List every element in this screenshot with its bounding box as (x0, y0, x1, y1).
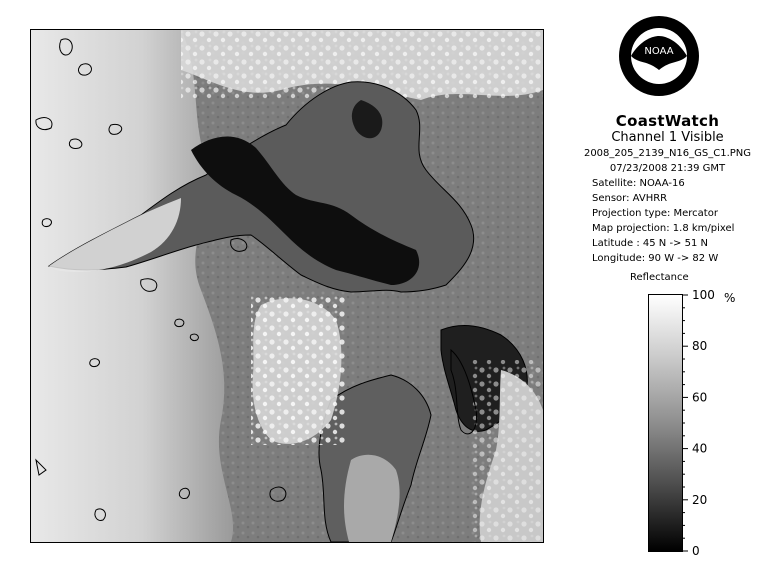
datetime: 07/23/2008 21:39 GMT (609, 163, 726, 174)
filename: 2008_205_2139_N16_GS_C1.PNG (583, 148, 752, 159)
projection-type-label: Projection type: Mercator (592, 208, 718, 219)
satellite-image (31, 30, 543, 542)
latitude-label: Latitude : 45 N -> 51 N (592, 238, 708, 249)
scale-tick-label-40: 40 (692, 441, 708, 456)
brand-title: CoastWatch (615, 112, 720, 130)
scale-unit: % (724, 291, 736, 305)
satellite-label: Satellite: NOAA-16 (592, 178, 685, 189)
info-panel (560, 112, 775, 266)
scale-title: Reflectance (630, 272, 689, 283)
product-title: Channel 1 Visible (611, 130, 724, 145)
scale-tick-label-60: 60 (692, 390, 708, 405)
reflectance-colorbar (648, 294, 683, 552)
scale-tick-label-20: 20 (692, 492, 708, 507)
satellite-map[interactable] (30, 29, 544, 543)
map-projection-label: Map projection: 1.8 km/pixel (592, 223, 735, 234)
noaa-logo (617, 14, 701, 98)
lake-michigan-light (344, 455, 400, 542)
sensor-label: Sensor: AVHRR (592, 193, 668, 204)
scale-tick-label-100: 100 (692, 290, 715, 302)
scale-tick-label-0: 0 (692, 544, 700, 558)
scale-tick-label-80: 80 (692, 339, 708, 354)
longitude-label: Longitude: 90 W -> 82 W (592, 253, 719, 264)
colorbar-axis (682, 290, 777, 560)
noaa-logo-text: NOAA (644, 46, 674, 57)
